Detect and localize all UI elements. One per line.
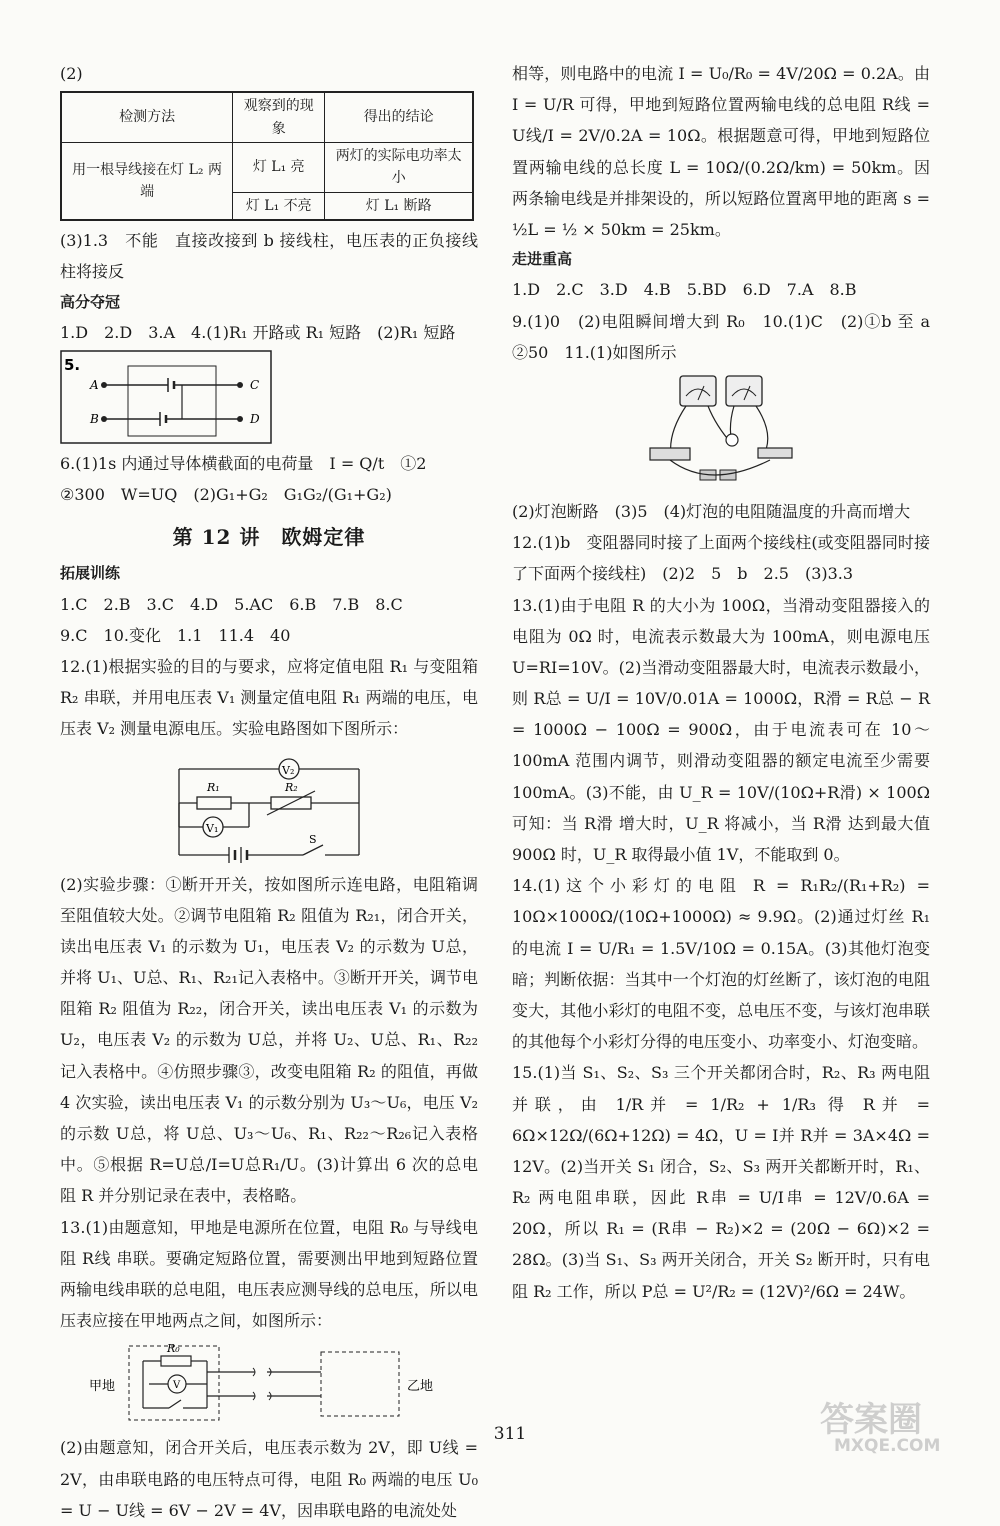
answer-q11-part2: (2)灯泡断路 (3)5 (4)灯泡的电阻随温度的升高而增大 [512, 501, 911, 521]
location-label: 乙地 [407, 1379, 434, 1395]
table-cell: 两灯的实际电功率太小 [325, 142, 473, 192]
answer-q13-part2: (2)由题意知，闭合开关后，电压表示数为 2V，即 U线 = 2V，由串联电路的电压特点可得，电阻 R₀ 两端的电压 U₀ = U − U线 = 6V − 2V = 4V，因串联电路的电流处处 [60, 1438, 478, 1520]
watermark-subtext: MXQE.COM [834, 1436, 941, 1455]
switch-label: S [309, 832, 317, 846]
part2-label: (2) [60, 64, 83, 83]
meter-label: V₂ [282, 763, 295, 777]
chapter-title: 第 12 讲 欧姆定律 [172, 525, 366, 550]
answer-q13-part1: 13.(1)由题意知，甲地是电源所在位置，电阻 R₀ 与导线电阻 R线 串联。要确定短路位置，需要测出甲地到短路位置两输电线串联的总电阻，电压表应测导线的总电压，所以电压表应接在甲地两点之间，如图所示： [60, 1217, 478, 1331]
section-heading: 走进重高 [512, 250, 573, 269]
terminal-label: C [250, 377, 260, 392]
answer-q13-continued: 相等，则电路中的电流 I = U₀/R₀ = 4V/20Ω = 0.2A。由 I = U/R 可得，甲地到短路位置两输电线的总电阻 R线 = U线/I = 2V/0.2A = 10Ω。根据题意可得，甲地到短路位置两输电线的总长度 L = 10Ω/(0.2Ω/km) = 50km。因两条输电线是并排架设的，所以短路位置离甲地的距离 s = ½L = ½ × 50km = 25km。 [512, 64, 930, 239]
detection-table [60, 91, 474, 221]
section-heading: 拓展训练 [60, 564, 121, 583]
figure-q13-circuit [89, 1342, 449, 1426]
answer-q6b: ②300 W=UQ (2)G₁+G₂ G₁G₂/(G₁+G₂) [60, 485, 392, 505]
question-number: 5. [64, 355, 81, 374]
right-column [512, 58, 947, 1307]
answer-line: 1.D 2.C 3.D 4.B 5.BD 6.D 7.A 8.B [512, 280, 857, 300]
location-label: 甲地 [89, 1379, 116, 1395]
answer-part3: (3)1.3 不能 直接改接到 b 接线柱，电压表的正负接线柱将接反 [60, 231, 478, 282]
left-column [60, 58, 478, 1526]
table-header: 检测方法 [61, 92, 233, 142]
terminal-label: D [250, 411, 260, 426]
meter-label: V [173, 1380, 181, 1392]
table-header: 观察到的现象 [233, 92, 325, 142]
section-heading: 高分夺冠 [60, 292, 121, 311]
resistor-label: R₁ [207, 780, 220, 794]
watermark-text: 答案圈 [820, 1400, 922, 1440]
answer-q15: 15.(1)当 S₁、S₂、S₃ 三个开关都闭合时，R₂、R₃ 两电阻并联，由 1/R并 = 1/R₂ + 1/R₃ 得 R并 = 6Ω×12Ω/(6Ω+12Ω) = 4Ω，U = I并 R并 = 3A×4Ω = 12V。(2)当开关 S₁ 闭合，S₂、S₃ 两开关都断开时，R₁、R₂ 两电阻串联，因此 R串 = U/I串 = 12V/0.6A = 20Ω，所以 R₁ = (R串 − R₂)×2 = (20Ω − 6Ω)×2 = 28Ω。(3)当 S₁、S₃ 两开关闭合，开关 S₂ 断开时，只有电阻 R₂ 工作，所以 P总 = U²/R₂ = (12V)²/6Ω = 24W。 [512, 1063, 930, 1301]
table-cell-method: 用一根导线接在灯 L₂ 两端 [61, 142, 233, 220]
figure-q5-switch-box [60, 350, 474, 446]
answer-line: 9.(1)0 (2)电阻瞬间增大到 R₀ 10.(1)C (2)①b 至 a ②50 11.(1)如图所示 [512, 311, 947, 362]
answer-q14: 14.(1)这个小彩灯的电阻 R = R₁R₂/(R₁+R₂) = 10Ω×1000Ω/(10Ω+1000Ω) ≈ 9.9Ω。(2)通过灯丝 R₁ 的电流 I = U/R₁ = 1.5V/10Ω = 0.15A。(3)其他灯泡变暗；判断依据：当其中一个灯泡的灯丝断了，该灯泡的电阻变大，其他小彩灯的电阻不变，总电压不变，与该灯泡串联的其他每个小彩灯分得的电压变小、功率变小、灯泡变暗。 [512, 876, 930, 1052]
page-number: 311 [493, 1424, 527, 1444]
answer-q12-part2: (2)实验步骤：①断开开关，按如图所示连电路，电阻箱调至阻值较大处。②调节电阻箱 R₂ 阻值为 R₂₁，闭合开关，读出电压表 V₁ 的示数为 U₁，电压表 V₂ 的示数为 U总，并将 U₁、U总、R₁、R₂₁记入表格中。③断开开关，调节电阻箱 R₂ 阻值为 R₂₂，闭合开关，读出电压表 V₁ 的示数为 U₂，电压表 V₂ 的示数为 U总，并将 U₂、U总、R₁、R₂₂记入表格中。④仿照步骤③，改变电阻箱 R₂ 的阻值，再做 4 次实验，读出电压表 V₁ 的示数分别为 U₃～U₆，电压 V₂ 的示数 U总，将 U总、U₃～U₆、R₁、R₂₂～R₂₆记入表格中。⑤根据 R=U总/I=U总R₁/U。(3)计算出 6 次的总电阻 R 并分别记录在表中，表格略。 [60, 874, 478, 1206]
figure-q11-apparatus [646, 374, 796, 490]
watermark-logo [760, 1395, 990, 1455]
answer-line: 1.D 2.D 3.A 4.(1)R₁ 开路或 R₁ 短路 (2)R₁ 短路 [60, 322, 456, 342]
resistor-label: R₀ [167, 1342, 180, 1356]
meter-label: V₁ [206, 821, 219, 835]
resistor-label: R₂ [285, 780, 298, 794]
terminal-label: A [90, 377, 99, 392]
answer-q12-part1: 12.(1)根据实验的目的与要求，应将定值电阻 R₁ 与变阻箱 R₂ 串联，并用电压表 V₁ 测量定值电阻 R₁ 两端的电压，电压表 V₂ 测量电源电压。实验电路图如下图所示： [60, 656, 478, 739]
terminal-label: B [90, 411, 99, 426]
answer-line: 9.C 10.变化 1.1 11.4 40 [60, 625, 291, 645]
answer-q13: 13.(1)由于电阻 R 的大小为 100Ω，当滑动变阻器接入的电阻为 0Ω 时，电流表示数最大为 100mA，则电源电压 U=RI=10V。(2)当滑动变阻器最大时，电流表示数最小，则 R总 = U/I = 10V/0.01A = 1000Ω，R滑 = R总 − R = 1000Ω − 100Ω = 900Ω，由于电流表可在 10～100mA 范围内调节，则滑动变阻器的额定电流至少需要 100mA。(3)不能，由 U_R = 10V/(10Ω+R滑) × 100Ω 可知：当 R滑 增大时，U_R 将减小，当 R滑 达到最大值 900Ω 时，U_R 取得最小值 1V，不能取到 0。 [512, 595, 930, 864]
answer-line: 1.C 2.B 3.C 4.D 5.AC 6.B 7.B 8.C [60, 594, 403, 614]
figure-q12-circuit [169, 751, 369, 863]
answer-q12: 12.(1)b 变阻器同时接了上面两个接线柱(或变阻器同时接了下面两个接线柱) (2)2 5 b 2.5 (3)3.3 [512, 533, 930, 584]
answer-q6a: 6.(1)1s 内通过导体横截面的电荷量 I = Q/t ①2 [60, 453, 427, 473]
table-cell: 灯 L₁ 亮 [233, 142, 325, 192]
table-cell: 灯 L₁ 断路 [325, 192, 473, 220]
table-header: 得出的结论 [325, 92, 473, 142]
table-cell: 灯 L₁ 不亮 [233, 192, 325, 220]
